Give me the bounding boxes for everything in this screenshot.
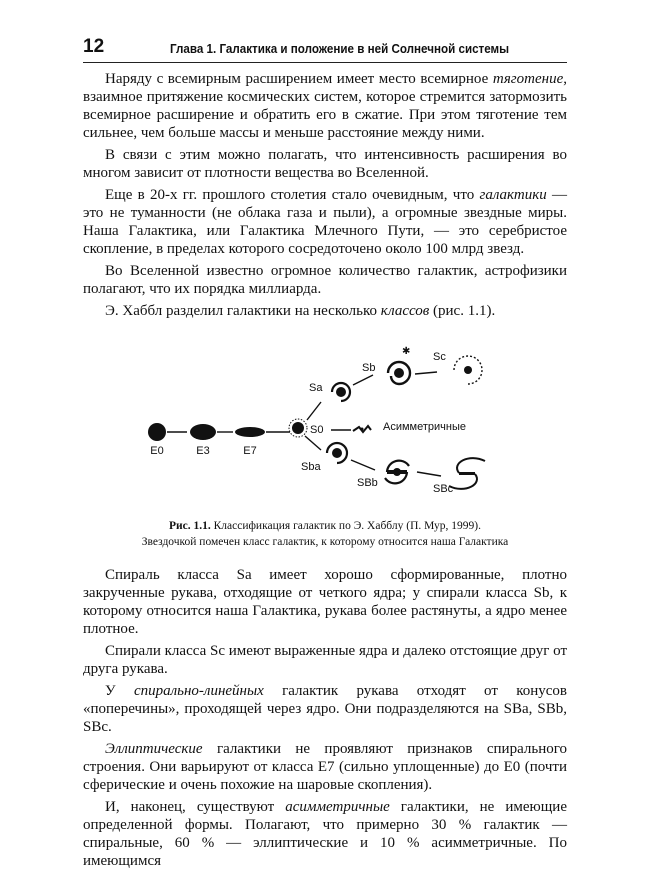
paragraph [83,566,567,638]
e3-galaxy-shape [190,424,216,440]
sa-galaxy-shape [332,383,350,401]
text-run: Еще в 20-х гг. прошлого столетия стало очевидным, что [105,187,480,203]
body-text-bottom [83,566,567,874]
text-run: галактик рукава отходят от конусов «поперечины», проходящей через ядро. Они подразделяются на SBa, SBb, SBc. [83,683,568,735]
star-marker-icon: ✱ [402,346,411,357]
asymmetric-galaxy-shape [353,426,371,432]
e0-label: E0 [150,445,164,457]
paragraph [83,302,567,320]
caption-line-2: Звездочкой помечен класс галактик, к которому относится наша Галактика [141,536,509,548]
connector-line [351,460,375,470]
emphasized-term: асимметричные [285,799,390,815]
paragraph [83,740,567,794]
paragraph [83,70,567,142]
sc-galaxy-shape [454,356,482,384]
e7-galaxy-shape [235,427,265,437]
sb-galaxy-shape [388,346,410,384]
text-run: Спирали класса Sc имеют выраженные ядра и далеко отстоящие друг от друга рукава. [83,643,567,677]
emphasized-term: тяготение [492,71,564,87]
sb-label: Sb [362,362,376,374]
paragraph [83,682,567,736]
text-run: галактики не проявляют признаков спирального строения. Они варьируют от класса E7 (сильно уплощенные) до E0 (почти сферические и очень похожие на шаровые скопления). [83,741,567,793]
connector-line [305,436,321,450]
sbb-galaxy-shape [385,461,409,484]
text-run: Э. Хаббл разделил галактики на несколько [105,303,381,319]
text-run: , взаимное притяжение космических систем, которое стремится затормозить всемирное расширение и обратить его в сжатие. При этом тяготение тем сильнее, чем больше массы и меньше расстояние между ними. [83,71,567,141]
connector-line [417,472,441,476]
connector-line [415,372,437,374]
sbc-label: SBc [433,483,454,495]
caption-line-1: Классификация галактик по Э. Хабблу (П. Мур, 1999). [210,520,482,532]
emphasized-term: спирально-линейных [133,683,264,699]
page-header [83,36,567,63]
sbc-galaxy-shape [449,458,485,489]
sbb-label: SBb [357,477,378,489]
emphasized-term: Эллиптические [105,741,203,757]
text-run: В связи с этим можно полагать, что интенсивность расширения во многом зависит от плотности вещества во Вселенной. [83,147,567,181]
text-run: — это не туманности (не облака газа и пыли), а огромные звездные миры. Наша Галактика, или Галактика Млечного Пути, — это серебристое скопление, в пределах которого сосредоточено около 100 млрд звезд. [83,187,568,257]
text-run: (рис. 1.1). [429,303,496,319]
page-number: 12 [83,36,105,57]
e3-label: E3 [196,445,210,457]
e7-label: E7 [243,445,257,457]
connector-line [307,402,321,420]
text-run: Спираль класса Sa имеет хорошо сформированные, плотно закрученные рукава, отходящие от четкого ядра; у спирали класса Sb, к которому относится наша Галактика, рукава более растянуты, а ядро менее плотное. [83,567,567,637]
caption-label: Рис. 1.1. [168,520,211,532]
s0-galaxy-shape [289,419,307,437]
hubble-diagram [83,330,567,510]
sba-label: Sba [301,461,321,473]
hubble-classification-figure [83,330,567,510]
sc-label: Sc [433,351,446,363]
text-run: Наряду с всемирным расширением имеет место всемирное [105,71,493,87]
asymmetric-label: Асимметричные [383,421,466,433]
paragraph [83,642,567,678]
running-head: Глава 1. Галактика и положение в ней Солнечной системы [170,42,510,56]
text-run: И, наконец, существуют [105,799,286,815]
figure-caption [83,518,567,550]
paragraph [83,146,567,182]
emphasized-term: классов [380,303,430,319]
sba-galaxy-shape [327,443,347,463]
paragraph [83,186,567,258]
text-run: У [105,683,134,699]
paragraph [83,262,567,298]
text-run: галактики, не имеющие определенной формы. Полагают, что примерно 30 % галактик — спиральные, 60 % — эллиптические и 10 % асимметричные. По имеющимся [83,799,567,869]
e0-galaxy-shape [148,423,166,441]
body-text-top [83,70,567,324]
text-run: Во Вселенной известно огромное количество галактик, астрофизики полагают, что их порядка миллиарда. [83,263,567,297]
emphasized-term: галактики [479,187,547,203]
connector-line [353,375,373,385]
paragraph [83,798,567,870]
sa-label: Sa [309,382,323,394]
s0-label: S0 [310,424,324,436]
